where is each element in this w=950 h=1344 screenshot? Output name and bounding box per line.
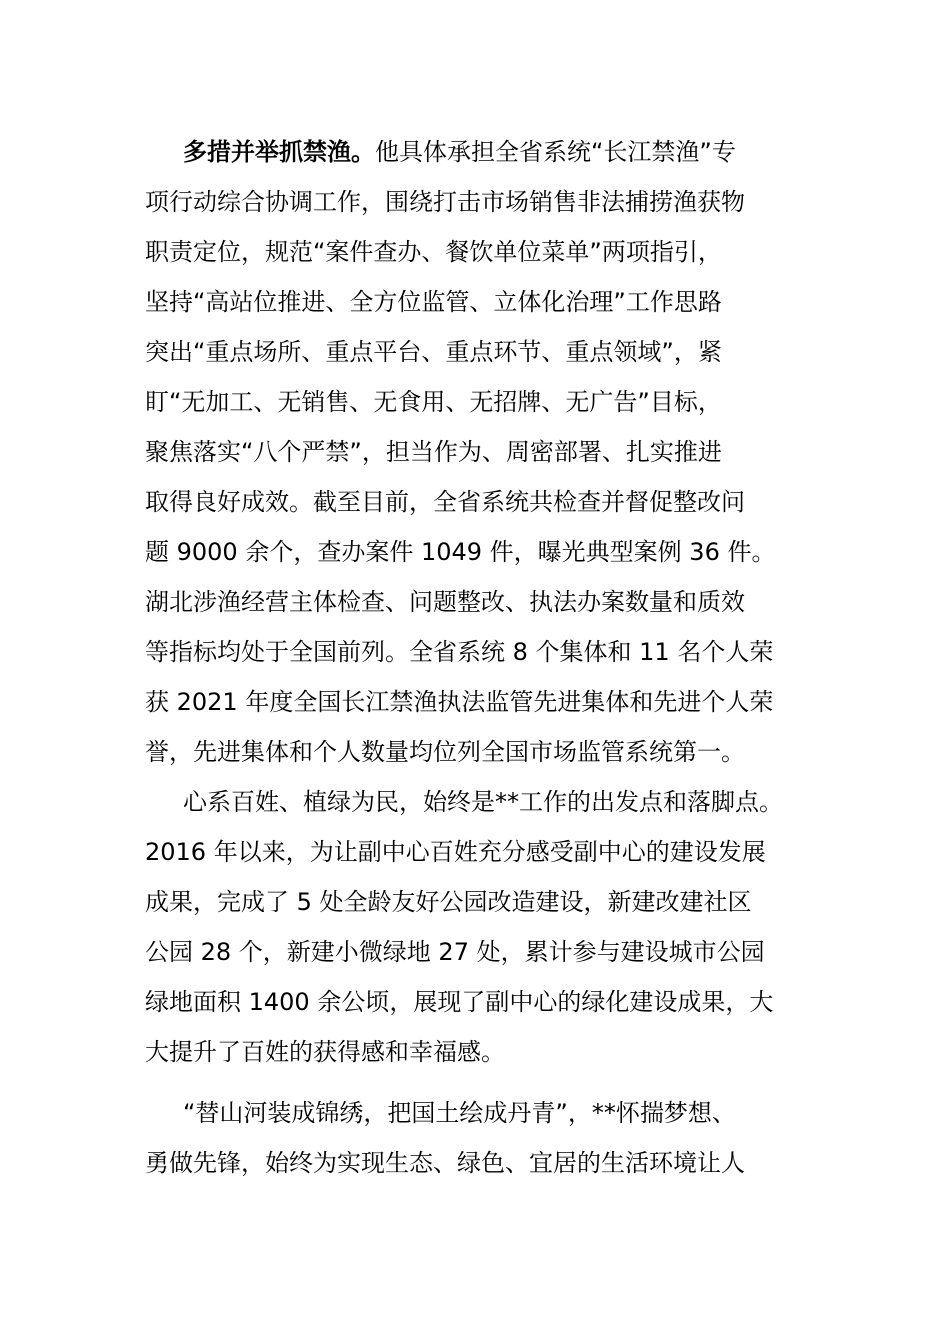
- text-line: 聚焦落实“八个严禁”，担当作为、周密部署、扎实推进: [145, 438, 722, 466]
- text-line: 突出“重点场所、重点平台、重点环节、重点领域”，紧: [145, 338, 722, 366]
- text-line: 盯“无加工、无销售、无食用、无招牌、无广告”目标，: [145, 388, 722, 416]
- text-line: 公园 28 个，新建小微绿地 27 处，累计参与建设城市公园: [145, 938, 765, 966]
- text-line: 坚持“高站位推进、全方位监管、立体化治理”工作思路: [145, 288, 722, 316]
- paragraph-first-line: 心系百姓、植绿为民，始终是**工作的出发点和落脚点。: [183, 788, 783, 816]
- paragraph-landscape: [145, 1088, 815, 1188]
- text-line: 勇做先锋，始终为实现生态、绿色、宜居的生活环境让人: [145, 1149, 745, 1177]
- text-line: 绿地面积 1400 余公顷，展现了副中心的绿化建设成果，大: [145, 988, 774, 1016]
- text-line: 取得良好成效。截至目前，全省系统共检查并督促整改问: [145, 488, 745, 516]
- text-line: 获 2021 年度全国长江禁渔执法监管先进集体和先进个人荣: [145, 688, 774, 716]
- text-line: 2016 年以来，为让副中心百姓充分感受副中心的建设发展: [145, 838, 766, 866]
- text-line: 湖北涉渔经营主体检查、问题整改、执法办案数量和质效: [145, 588, 745, 616]
- paragraph-first-line-text: 他具体承担全省系统“长江禁渔”专: [375, 138, 736, 166]
- text-line: 项行动综合协调工作，围绕打击市场销售非法捕捞渔获物: [145, 188, 745, 216]
- text-line: 等指标均处于全国前列。全省系统 8 个集体和 11 名个人荣: [145, 638, 774, 666]
- text-line: 大提升了百姓的获得感和幸福感。: [145, 1038, 505, 1066]
- text-line: 职责定位，规范“案件查办、餐饮单位菜单”两项指引，: [145, 238, 722, 266]
- paragraph-first-line: “替山河装成锦绣，把国土绘成丹青”，**怀揣梦想、: [183, 1099, 736, 1127]
- paragraph-first-line: [145, 127, 815, 177]
- text-line: 成果，完成了 5 处全龄友好公园改造建设，新建改建社区: [145, 888, 752, 916]
- paragraph-greening: [145, 777, 815, 1077]
- paragraph-lead-heading: 多措并举抓禁渔。: [183, 138, 375, 166]
- text-line: 题 9000 余个，查办案件 1049 件，曝光典型案例 36 件。: [145, 538, 776, 566]
- paragraph-fishing-ban: [145, 127, 815, 777]
- text-line: 誉，先进集体和个人数量均位列全国市场监管系统第一。: [145, 738, 745, 766]
